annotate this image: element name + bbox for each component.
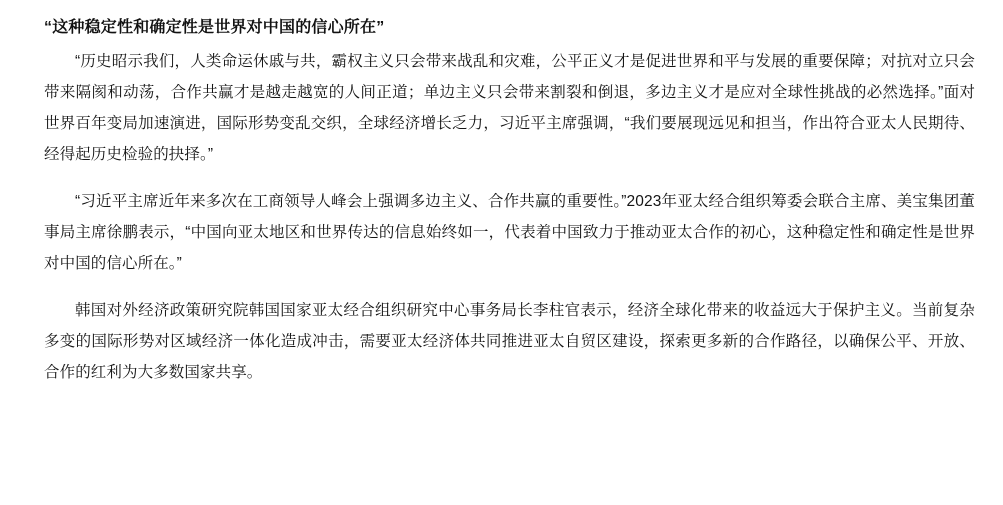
article-paragraph: “历史昭示我们，人类命运休戚与共，霸权主义只会带来战乱和灾难，公平正义才是促进世界和平与发展的重要保障；对抗对立只会带来隔阂和动荡，合作共赢才是越走越宽的人间正道；单边主义只会带来割裂和倒退，多边主义才是应对全球性挑战的必然选择。”面对世界百年变局加速演进，国际形势变乱交织，全球经济增长乏力，习近平主席强调，“我们要展现远见和担当，作出符合亚太人民期待、经得起历史检验的抉择。” [44,53,975,163]
page-title: “这种稳定性和确定性是世界对中国的信心所在” [44,19,385,36]
article-paragraph: 韩国对外经济政策研究院韩国国家亚太经合组织研究中心事务局长李柱官表示，经济全球化带来的收益远大于保护主义。当前复杂多变的国际形势对区域经济一体化造成冲击，需要亚太经济体共同推进亚太自贸区建设，探索更多新的合作路径，以确保公平、开放、合作的红利为大多数国家共享。 [44,302,975,381]
article-paragraph: “习近平主席近年来多次在工商领导人峰会上强调多边主义、合作共赢的重要性。”2023年亚太经合组织筹委会联合主席、美宝集团董事局主席徐鹏表示，“中国向亚太地区和世界传达的信息始终如一，代表着中国致力于推动亚太合作的初心，这种稳定性和确定性是世界对中国的信心所在。” [44,193,975,272]
